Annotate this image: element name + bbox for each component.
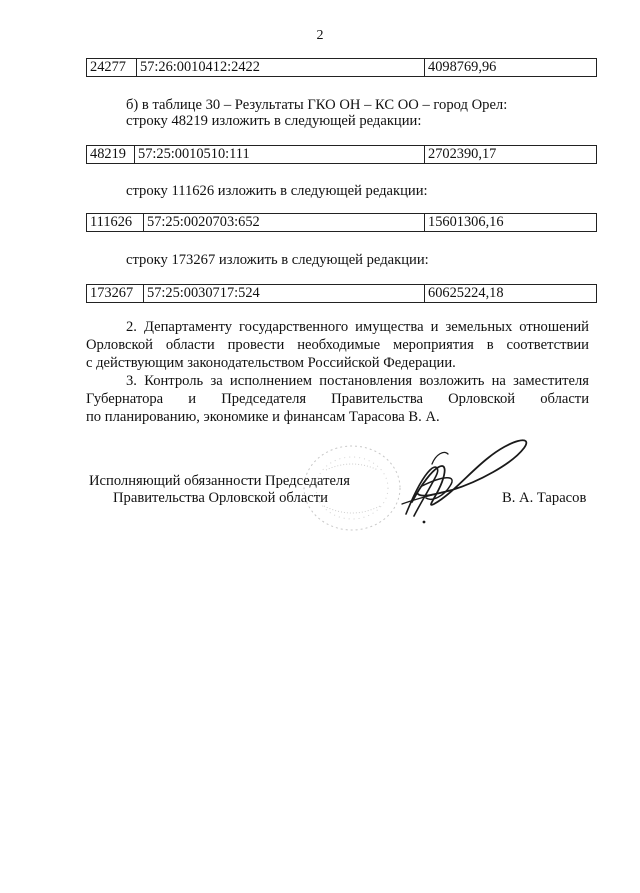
value-cell: 4098769,96 (425, 59, 597, 77)
table-row-173267 (86, 284, 597, 303)
cadastral-number-cell: 57:26:0010412:2422 (137, 59, 425, 77)
signatory-name: В. А. Тарасов (502, 490, 587, 506)
table-row-24277 (86, 58, 597, 77)
row-id-cell: 24277 (87, 59, 137, 77)
table-row-48219 (86, 145, 597, 164)
signatory-position-line-1: Исполняющий обязанности Председателя (89, 473, 350, 489)
value-cell: 2702390,17 (425, 146, 597, 164)
paragraph-3-line-3: по планированию, экономике и финансам Тарасова В. А. (86, 409, 440, 425)
row-48219-intro: строку 48219 изложить в следующей редакции: (126, 113, 422, 129)
paragraph-2-line-3: с действующим законодательством Российской Федерации. (86, 355, 456, 371)
cadastral-number-cell: 57:25:0020703:652 (144, 214, 425, 232)
value-cell: 15601306,16 (425, 214, 597, 232)
subitem-b-heading: б) в таблице 30 – Результаты ГКО ОН – КС ОО – город Орел: (126, 97, 508, 113)
paragraph-2-line-1: 2. Департаменту государственного имущества и земельных отношений (126, 319, 589, 335)
value-cell: 60625224,18 (425, 285, 597, 303)
signatory-position-line-2: Правительства Орловской области (113, 490, 328, 506)
handwritten-signature-icon (392, 424, 542, 534)
row-111626-intro: строку 111626 изложить в следующей редакции: (126, 183, 428, 199)
table-row-111626 (86, 213, 597, 232)
row-id-cell: 173267 (87, 285, 144, 303)
row-id-cell: 111626 (87, 214, 144, 232)
row-173267-intro: строку 173267 изложить в следующей редакции: (126, 252, 429, 268)
paragraph-3-line-1: 3. Контроль за исполнением постановления возложить на заместителя (126, 373, 589, 389)
cadastral-number-cell: 57:25:0030717:524 (144, 285, 425, 303)
paragraph-2-line-2: Орловской области провести необходимые мероприятия в соответствии (86, 337, 589, 353)
cadastral-number-cell: 57:25:0010510:111 (135, 146, 425, 164)
row-id-cell: 48219 (87, 146, 135, 164)
paragraph-3-line-2: Губернатора и Председателя Правительства Орловской области (86, 391, 589, 407)
page-number: 2 (316, 28, 324, 43)
